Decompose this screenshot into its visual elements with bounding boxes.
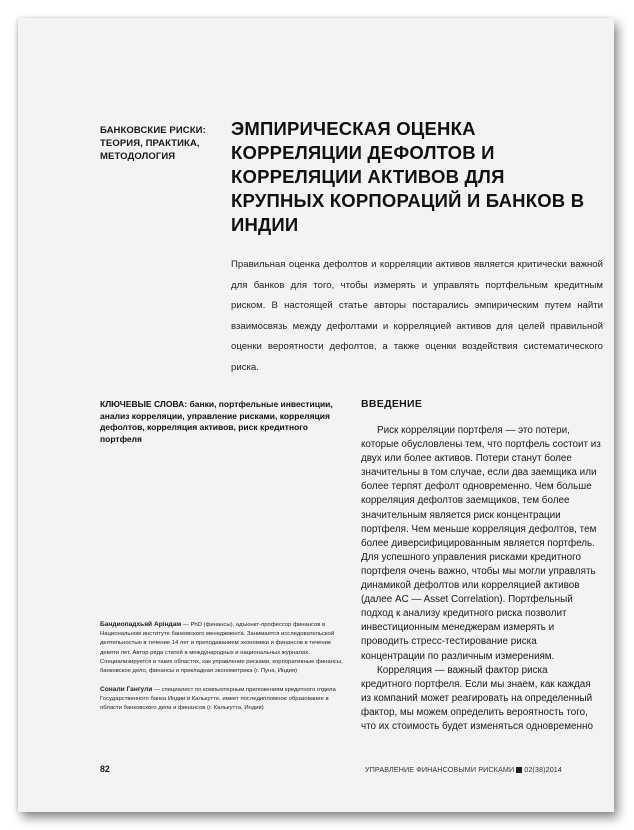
author-bio — [100, 620, 348, 676]
intro-heading: ВВЕДЕНИЕ — [361, 398, 423, 410]
author-description: — PhD (финансы), адъюнкт-профессор финансов в Национальном институте банковского менеджмента. Занимается исследовательской деятельностью в течение 14 лет и преподаванием экономики и финансов в течение девяти лет. Автор ряда статей в международных и национальных журналах. Специализируется в таких областях, как управление рисками, корпоративные финансы, банковское дело, финансы и прикладная эконометрика (г. Пуна, Индия) — [100, 622, 343, 675]
page-number: 82 — [100, 764, 110, 774]
article-title: ЭМПИРИЧЕСКАЯ ОЦЕНКА КОРРЕЛЯЦИИ ДЕФОЛТОВ И КОРРЕЛЯЦИИ АКТИВОВ ДЛЯ КРУПНЫХ КОРПОРАЦИЙ И БАНКОВ В ИНДИИ — [231, 118, 585, 235]
intro-paragraph: Риск корреляции портфеля — это потери, которые обусловлены тем, что портфель состоит из двух или более активов. Потери станут более значительны в том случае, если два заемщика или более терпят дефолт одновременно. Чем больше корреляция дефолтов заемщиков, тем более значительным является риск концентрации портфеля. Чем меньше корреляция дефолтов, тем более диверсифицированным является портфель. Для успешного управления рисками кредитного портфеля очень важно, чтобы мы могли управлять динамикой дефолтов или корреляцией активов (далее AC — Asset Correlation). Портфельный подход к анализу кредитного риска позволит инвестиционным менеджерам измерять и проводить стресс-тестирование риска концентрации по различным измерениям. — [361, 425, 601, 662]
journal-issue: 02(38)2014 — [524, 765, 562, 774]
author-bio — [100, 685, 348, 714]
author-name: Сонали Гангули — [100, 686, 153, 693]
abstract: Правильная оценка дефолтов и корреляции активов является критически важной для банков для того, чтобы измерять и управлять портфельным кредитным риском. В настоящей статье авторы постарались эмпирическим путем найти взаимосвязь между дефолтами и корреляцией активов для целей правильной оценки вероятности дефолтов, а также оценки воздействия систематического риска. — [231, 259, 603, 373]
journal-footer — [365, 765, 562, 774]
section-label: БАНКОВСКИЕ РИСКИ: ТЕОРИЯ, ПРАКТИКА, МЕТОДОЛОГИЯ — [100, 125, 206, 162]
intro-body — [361, 424, 601, 734]
keywords: КЛЮЧЕВЫЕ СЛОВА: банки, портфельные инвестиции, анализ корреляции, управление рисками, корреляция дефолтов, корреляция активов, риск кредитного портфеля — [100, 399, 333, 444]
author-description: — специалист по компьютерным приложениям кредитного отдела Государственного банка Индии в Калькутте, имеет последипломное образование в области банковского дела и финансов (г. Калькутта, Индия) — [100, 687, 336, 712]
intro-paragraph: Корреляция — важный фактор риска кредитного портфеля. Если мы знаем, как каждая из компаний может реагировать на определенный фактор, мы можем определить вероятность того, что их стоимость будет изменяться одновременно — [361, 664, 593, 732]
journal-name: УПРАВЛЕНИЕ ФИНАНСОВЫМИ РИСКАМИ — [364, 765, 515, 774]
author-name: Бандиопадхьяй Аріндам — [100, 621, 182, 628]
square-divider-icon — [516, 767, 522, 773]
journal-page — [18, 18, 614, 812]
